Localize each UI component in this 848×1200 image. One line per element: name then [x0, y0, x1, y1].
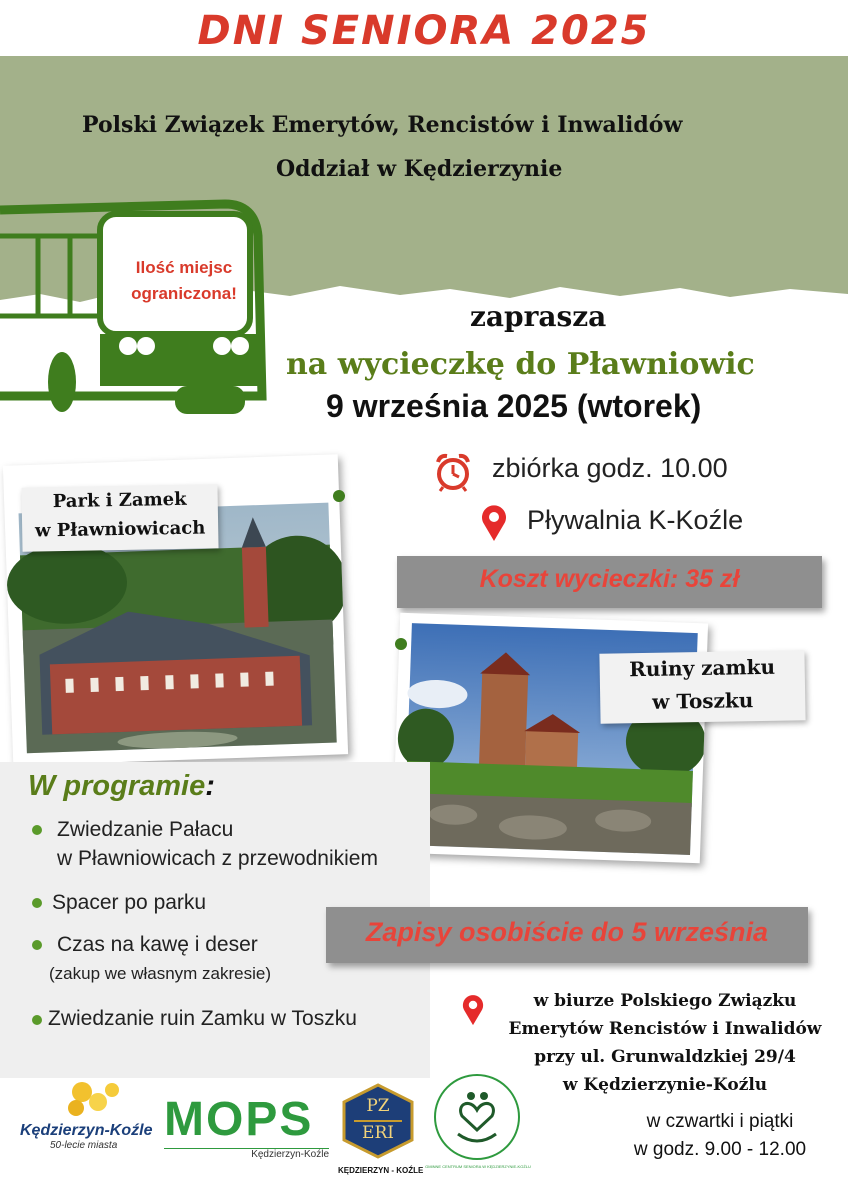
signup-text: Zapisy osobiście do 5 września — [365, 917, 769, 947]
cost-text: Koszt wycieczki: 35 zł — [479, 565, 740, 593]
park-label-line2: w Pławniowicach — [34, 517, 206, 542]
limited-seats-note — [108, 255, 260, 307]
location-pin-icon — [462, 994, 484, 1026]
invite-verb: zaprasza — [470, 300, 607, 333]
decor-dot — [395, 638, 407, 650]
program-item — [57, 815, 378, 873]
program-item-line1: Spacer po parku — [52, 891, 207, 914]
pzeri-emblem-icon — [338, 1082, 418, 1160]
alarm-clock-icon — [434, 452, 472, 492]
city-logo — [20, 1078, 165, 1158]
office-line2: Emerytów Rencistów i Inwalidów — [508, 1019, 822, 1039]
location-pin-icon — [481, 504, 507, 542]
senior-center-name: GMINNE CENTRUM SENIORA W KĘDZIERZYNIE-KOŹLU — [425, 1164, 531, 1169]
pzeri-bottom: ERI — [362, 1123, 394, 1143]
program-item-line2: w Pławniowicach z przewodnikiem — [57, 847, 378, 870]
bullet-icon — [32, 825, 42, 835]
senior-center-emblem-icon — [432, 1072, 522, 1162]
ruins-photo — [392, 613, 708, 864]
trip-destination: na wycieczkę do Pławniowic — [286, 347, 755, 382]
organization-name: Polski Związek Emerytów, Rencistów i Inwalidów — [82, 112, 683, 138]
ruins-label-line2: w Toszku — [651, 688, 754, 714]
mops-logo — [164, 1093, 329, 1166]
park-label — [21, 484, 218, 551]
program-item-line1: Czas na kawę i deser — [57, 933, 258, 956]
office-address — [485, 987, 845, 1099]
bullet-icon — [32, 940, 42, 950]
mops-sub: Kędzierzyn-Koźle — [164, 1148, 329, 1160]
organization-branch: Oddział w Kędzierzynie — [276, 156, 563, 182]
office-hours — [600, 1108, 840, 1164]
page-title: DNI SENIORA 2025 — [197, 8, 651, 54]
bullet-icon — [32, 898, 42, 908]
pzeri-sub: KĘDZIERZYN - KOŹLE — [338, 1166, 424, 1175]
ruins-photo-frame — [392, 613, 708, 864]
bus-illustration — [0, 196, 275, 426]
pzeri-top: PZ — [366, 1096, 390, 1116]
bullet-icon — [32, 1015, 42, 1025]
city-sub: 50-lecie miasta — [50, 1140, 118, 1151]
ruins-label — [599, 650, 805, 724]
limited-seats-line1: Ilość miejsc — [135, 258, 233, 277]
program-title-text: W programie — [28, 770, 206, 802]
meeting-time: zbiórka godz. 10.00 — [492, 453, 728, 483]
trip-date: 9 września 2025 (wtorek) — [326, 388, 702, 424]
city-coins-icon — [20, 1078, 165, 1118]
program-item-line1: Zwiedzanie Pałacu — [57, 818, 234, 841]
park-label-line1: Park i Zamek — [52, 488, 187, 513]
hours-line1: w czwartki i piątki — [646, 1111, 794, 1132]
meeting-place: Pływalnia K-Koźle — [527, 505, 744, 535]
limited-seats-line2: ograniczona! — [131, 284, 237, 303]
pzeri-logo — [338, 1082, 424, 1178]
city-name: Kędzierzyn-Koźle — [20, 1122, 153, 1139]
program-item — [49, 930, 272, 988]
office-line1: w biurze Polskiego Związku — [533, 991, 797, 1011]
ruins-label-line1: Ruiny zamku — [629, 654, 776, 682]
program-item — [52, 888, 206, 917]
program-title-colon: : — [205, 770, 215, 802]
office-line4: w Kędzierzynie-Koźlu — [562, 1075, 768, 1095]
program-title — [28, 770, 215, 803]
program-item — [48, 1004, 357, 1033]
senior-center-logo — [425, 1072, 531, 1169]
decor-dot — [333, 490, 345, 502]
program-item-line2: (zakup we własnym zakresie) — [49, 964, 272, 983]
mops-name: MOPS — [164, 1093, 314, 1146]
office-line3: przy ul. Grunwaldzkiej 29/4 — [534, 1047, 796, 1067]
program-item-line1: Zwiedzanie ruin Zamku w Toszku — [48, 1007, 357, 1030]
hours-line2: w godz. 9.00 - 12.00 — [633, 1139, 807, 1160]
